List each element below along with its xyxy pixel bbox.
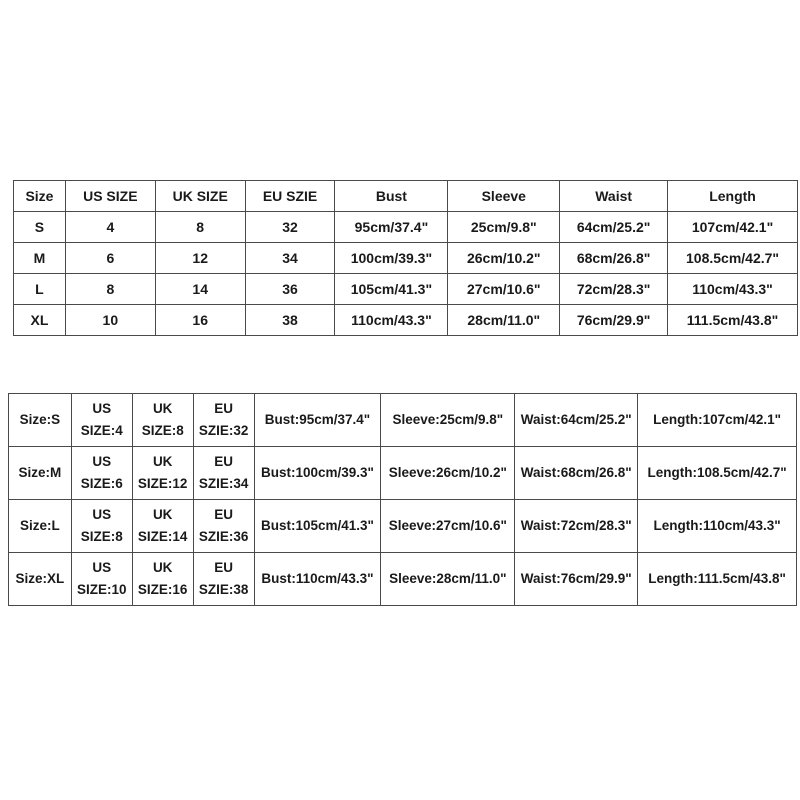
cell-eu-size: 34 <box>245 243 335 274</box>
cell-sleeve: Sleeve:27cm/10.6" <box>381 500 515 553</box>
cell-waist: Waist:64cm/25.2" <box>515 394 638 447</box>
cell-value: SIZE:12 <box>137 476 188 491</box>
header-length: Length <box>668 181 798 212</box>
cell-eu-size: 38 <box>245 305 335 336</box>
cell-label: EU <box>214 454 233 469</box>
cell-uk-size <box>132 500 193 553</box>
cell-value: SIZE:14 <box>137 529 188 544</box>
table-row <box>14 305 798 336</box>
cell-uk-size <box>132 553 193 606</box>
table-row <box>14 212 798 243</box>
cell-size: XL <box>14 305 66 336</box>
cell-bust: Bust:100cm/39.3" <box>254 447 381 500</box>
cell-label: UK <box>152 454 173 469</box>
header-waist: Waist <box>560 181 668 212</box>
cell-sleeve: 26cm/10.2" <box>448 243 560 274</box>
cell-us-size: 6 <box>65 243 155 274</box>
cell-sleeve: Sleeve:26cm/10.2" <box>381 447 515 500</box>
size-chart-table-horizontal <box>13 180 798 336</box>
table-row <box>9 447 797 500</box>
cell-waist: Waist:68cm/26.8" <box>515 447 638 500</box>
header-sleeve: Sleeve <box>448 181 560 212</box>
cell-bust: Bust:105cm/41.3" <box>254 500 381 553</box>
cell-size: Size:L <box>9 500 72 553</box>
cell-value: SZIE:32 <box>198 423 249 438</box>
cell-waist: Waist:72cm/28.3" <box>515 500 638 553</box>
cell-sleeve: 25cm/9.8" <box>448 212 560 243</box>
header-bust: Bust <box>335 181 448 212</box>
cell-label: US <box>92 454 112 469</box>
cell-uk-size <box>132 394 193 447</box>
cell-uk-size <box>132 447 193 500</box>
cell-value: SIZE:16 <box>137 582 188 597</box>
header-us-size: US SIZE <box>65 181 155 212</box>
cell-label: UK <box>152 507 173 522</box>
cell-label: UK <box>152 401 173 416</box>
cell-label: EU <box>214 401 233 416</box>
cell-length: Length:108.5cm/42.7" <box>638 447 797 500</box>
cell-eu-size <box>193 500 254 553</box>
cell-us-size <box>71 500 132 553</box>
table-row <box>14 243 798 274</box>
cell-eu-size <box>193 553 254 606</box>
header-uk-size: UK SIZE <box>155 181 245 212</box>
cell-uk-size: 8 <box>155 212 245 243</box>
cell-size: Size:XL <box>9 553 72 606</box>
cell-bust: 95cm/37.4" <box>335 212 448 243</box>
cell-bust: 100cm/39.3" <box>335 243 448 274</box>
table-row <box>9 553 797 606</box>
cell-sleeve: 28cm/11.0" <box>448 305 560 336</box>
cell-label: EU <box>214 560 233 575</box>
table-row <box>9 394 797 447</box>
cell-length: Length:111.5cm/43.8" <box>638 553 797 606</box>
cell-label: UK <box>152 560 173 575</box>
cell-sleeve: 27cm/10.6" <box>448 274 560 305</box>
table-row <box>9 500 797 553</box>
cell-length: 108.5cm/42.7" <box>668 243 798 274</box>
cell-size: L <box>14 274 66 305</box>
table-header-row <box>14 181 798 212</box>
cell-eu-size <box>193 394 254 447</box>
cell-length: 111.5cm/43.8" <box>668 305 798 336</box>
size-chart-table-labeled <box>8 393 797 606</box>
cell-bust: Bust:95cm/37.4" <box>254 394 381 447</box>
cell-length: 110cm/43.3" <box>668 274 798 305</box>
cell-waist: 72cm/28.3" <box>560 274 668 305</box>
cell-value: SZIE:34 <box>198 476 249 491</box>
cell-label: US <box>92 401 112 416</box>
header-size: Size <box>14 181 66 212</box>
cell-value: SIZE:10 <box>77 582 127 597</box>
cell-us-size: 10 <box>65 305 155 336</box>
cell-us-size: 4 <box>65 212 155 243</box>
cell-us-size <box>71 447 132 500</box>
cell-eu-size: 32 <box>245 212 335 243</box>
cell-value: SZIE:36 <box>198 529 249 544</box>
cell-uk-size: 12 <box>155 243 245 274</box>
cell-bust: 105cm/41.3" <box>335 274 448 305</box>
cell-size: M <box>14 243 66 274</box>
cell-uk-size: 14 <box>155 274 245 305</box>
cell-length: Length:107cm/42.1" <box>638 394 797 447</box>
cell-length: 107cm/42.1" <box>668 212 798 243</box>
header-eu-size: EU SZIE <box>245 181 335 212</box>
cell-us-size <box>71 553 132 606</box>
cell-label: EU <box>214 507 233 522</box>
cell-sleeve: Sleeve:25cm/9.8" <box>381 394 515 447</box>
cell-uk-size: 16 <box>155 305 245 336</box>
cell-size: Size:S <box>9 394 72 447</box>
cell-waist: 68cm/26.8" <box>560 243 668 274</box>
cell-size: Size:M <box>9 447 72 500</box>
cell-value: SZIE:38 <box>198 582 249 597</box>
cell-size: S <box>14 212 66 243</box>
cell-value: SIZE:8 <box>80 529 123 544</box>
table-row <box>14 274 798 305</box>
cell-value: SIZE:4 <box>80 423 123 438</box>
cell-label: US <box>92 507 112 522</box>
cell-bust: Bust:110cm/43.3" <box>254 553 381 606</box>
cell-waist: Waist:76cm/29.9" <box>515 553 638 606</box>
cell-value: SIZE:8 <box>141 423 184 438</box>
cell-bust: 110cm/43.3" <box>335 305 448 336</box>
cell-sleeve: Sleeve:28cm/11.0" <box>381 553 515 606</box>
cell-label: US <box>92 560 112 575</box>
cell-waist: 76cm/29.9" <box>560 305 668 336</box>
cell-eu-size: 36 <box>245 274 335 305</box>
cell-us-size: 8 <box>65 274 155 305</box>
cell-waist: 64cm/25.2" <box>560 212 668 243</box>
cell-value: SIZE:6 <box>80 476 123 491</box>
cell-length: Length:110cm/43.3" <box>638 500 797 553</box>
cell-eu-size <box>193 447 254 500</box>
cell-us-size <box>71 394 132 447</box>
